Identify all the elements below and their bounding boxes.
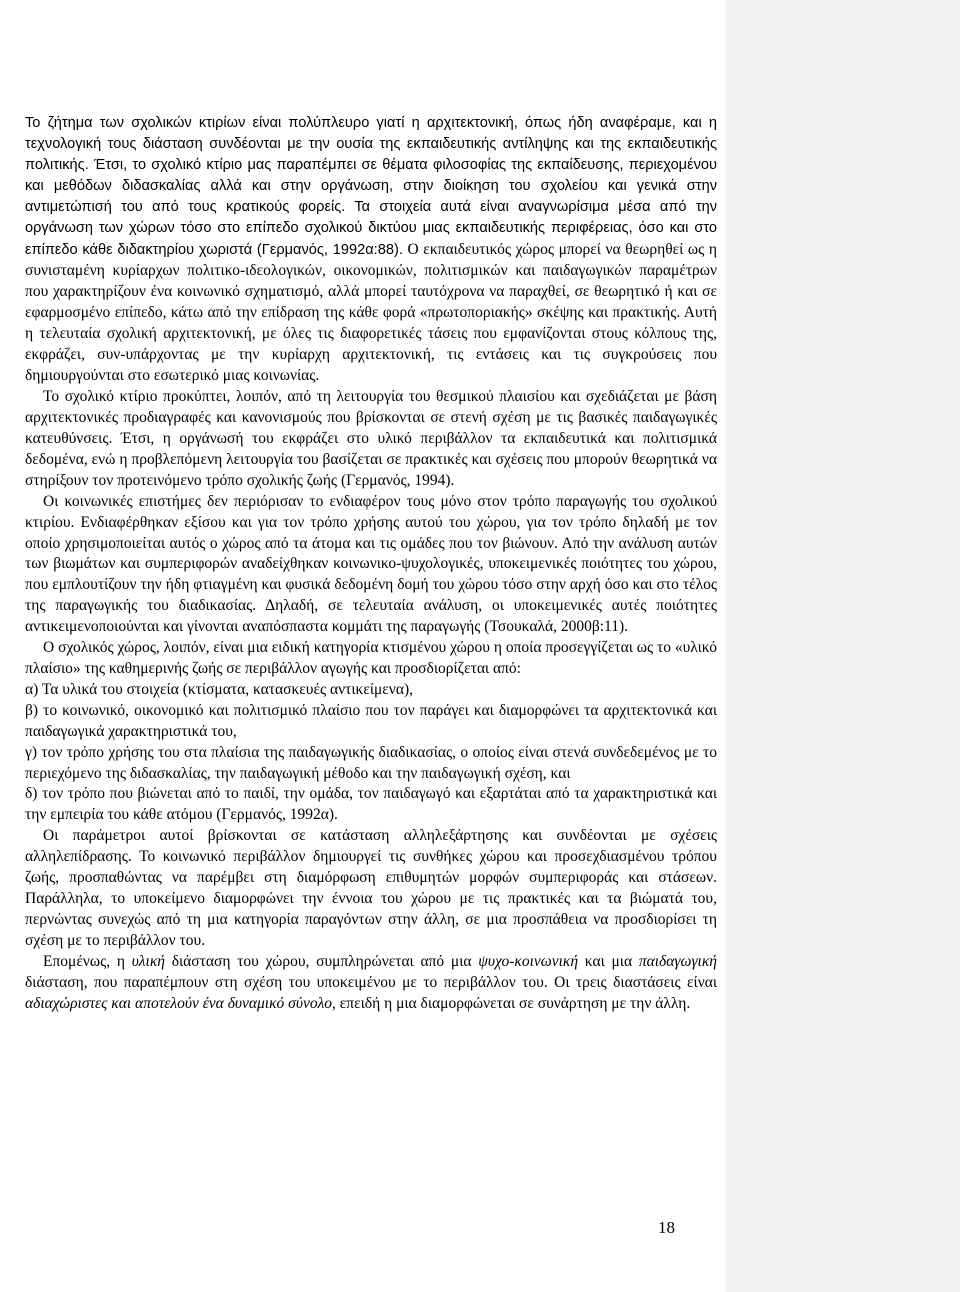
comment-margin	[725, 0, 960, 1292]
p6-italic-h: αδιαχώριστες και αποτελούν ένα δυναμικό σύνολο,	[25, 994, 336, 1012]
intro-serif-text: Ο εκπαιδευτικός χώρος μπορεί να θεωρηθεί ως η συνισταμένη κυρίαρχων πολιτικο-ιδεολογικών, οικονομικών, πολιτισμικών και παιδαγωγικών παραμέτρων που χαρακτηρίζουν ένα κοινωνικό σχηματισμό, αλλά μπορεί ταυτόχρονα να παραχθεί, σε θεωρητικό ή και σε εφαρμοσμένο επίπεδο, κάτω από την επίδραση της κάθε φορά «πρωτοποριακής» σκέψης και πρακτικής. Αυτή η τελευταία σχολική αρχιτεκτονική, με όλες τις διαφορετικές τάσεις που εμφανίζονται στους κόλπους της, εκφράζει, συν-υπάρχοντας με την κυρίαρχη αρχιτεκτονική, τις εντάσεις και τις συγκρούσεις που δημιουργούνται στο εσωτερικό μιας κοινωνίας.	[25, 240, 717, 385]
page-number: 18	[658, 1218, 675, 1237]
p6-italic-b: υλική	[131, 952, 165, 970]
list-item-c: γ) τον τρόπο χρήσης του στα πλαίσια της παιδαγωγικής διαδικασίας, ο οποίος είναι στενά συνδεδεμένος με το περιεχόμενο της διδασκαλίας, την παιδαγωγική μέθοδο και την παιδαγωγική σχέση, και	[25, 743, 717, 782]
p6-text-e: και μια	[578, 952, 639, 970]
document-body	[25, 113, 717, 1014]
p6-italic-f: παιδαγωγική	[638, 952, 717, 970]
paragraph-2: Το σχολικό κτίριο προκύπτει, λοιπόν, από τη λειτουργία του θεσμικού πλαισίου και σχεδιάζεται με βάση αρχιτεκτονικές προδιαγραφές και κανονισμούς που βρίσκονται σε στενή σχέση με τις βασικές παιδαγωγικές κατευθύνσεις. Έτσι, η οργάνωσή του εκφράζει στο υλικό περιβάλλον τα εκπαιδευτικά και πολιτισμικά δεδομένα, ενώ η προβλεπόμενη λειτουργία του βασίζεται σε πρακτικές και σχέσεις που μπορούν θεωρητικά να στηρίξουν τον προτεινόμενο τρόπο σχολικής ζωής (Γερμανός, 1994).	[25, 388, 717, 489]
p6-text-i: επειδή η μια διαμορφώνεται σε συνάρτηση με την άλλη.	[335, 994, 691, 1012]
paragraph-4: Ο σχολικός χώρος, λοιπόν, είναι μια ειδική κατηγορία κτισμένου χώρου η οποία προσεγγίζεται ως το «υλικό πλαίσιο» της καθημερινής ζωής σε περιβάλλον αγωγής και προσδιορίζεται από:	[25, 639, 717, 677]
p6-text-g: διάσταση, που παραπέμπουν στη σχέση του υποκειμένου με το περιβάλλον του. Οι τρεις διαστάσεις είναι	[25, 973, 717, 991]
intro-sans-text: Το ζήτημα των σχολικών κτιρίων είναι πολύπλευρο γιατί η αρχιτεκτονική, όπως ήδη αναφέραμε, και η τεχνολογική τους διάσταση συνδέονται με την ουσία της εκπαιδευτικής αντίληψης και της εκπαιδευτικής πολιτικής. Έτσι, το σχολικό κτίριο μας παραπέμπει σε θέματα φιλοσοφίας της εκπαίδευσης, περιεχομένου και μεθόδων διδασκαλίας αλλά και στην οργάνωση, στην διοίκηση του σχολείου και γενικά στην αντιμετώπισή του από τους κρατικούς φορείς. Τα στοιχεία αυτά είναι αναγνωρίσιμα μέσα από την οργάνωση των χώρων τόσο στο επίπεδο σχολικού δικτύου μιας εκπαιδευτικής περιφέρειας, όσο και στο επίπεδο κάθε διδακτηρίου χωριστά (Γερμανός, 1992α:88).	[25, 115, 717, 258]
p6-text-a: Επομένως, η	[43, 952, 132, 970]
paragraph-6	[25, 952, 717, 1015]
list-item-a: α) Τα υλικά του στοιχεία (κτίσματα, κατασκευές αντικείμενα),	[25, 680, 413, 698]
list-item-d: δ) τον τρόπο που βιώνεται από το παιδί, την ομάδα, τον παιδαγωγό και εξαρτάται από τα χαρακτηριστικά και την εμπειρία του κάθε ατόμου (Γερμανός, 1992α).	[25, 785, 717, 824]
p6-italic-d: ψυχο-κοινωνική	[478, 952, 579, 970]
paragraph-5: Οι παράμετροι αυτοί βρίσκονται σε κατάσταση αλληλεξάρτησης και συνδέονται με σχέσεις αλληλεπίδρασης. Το κοινωνικό περιβάλλον δημιουργεί τις συνθήκες χώρου και προσεχδιασμένου τρόπου ζωής, προσπαθώντας να παρέμβει στη διαμόρφωση επιθυμητών μορφών συμπεριφοράς και στάσεων. Παράλληλα, το υποκείμενο διαμορφώνει την έννοια του χώρου με τις πρακτικές και τα βιώματά του, περνώντας συνεχώς από τη μια κατηγορία παραγόντων στην άλλη, σε μια προσπάθεια να προσδιορίσει τη σχέση με το περιβάλλον του.	[25, 827, 717, 949]
p6-text-c: διάσταση του χώρου, συμπληρώνεται από μια	[164, 952, 479, 970]
list-item-b: β) το κοινωνικό, οικονομικό και πολιτισμικό πλαίσιο που τον παράγει και διαμορφώνει τα αρχιτεκτονικά και παιδαγωγικά χαρακτηριστικά του,	[25, 701, 717, 740]
paragraph-3: Οι κοινωνικές επιστήμες δεν περιόρισαν το ενδιαφέρον τους μόνο στον τρόπο παραγωγής του σχολικού κτιρίου. Ενδιαφέρθηκαν εξίσου και για τον τρόπο χρήσης αυτού του χώρου, για τον τρόπο δηλαδή με τον οποίο χρησιμοποιείται αυτός ο χώρος από τα άτομα και τις ομάδες που τον βιώνουν. Από την ανάλυση αυτών των βιωμάτων και συμπεριφορών αναδείχθηκαν κοινωνικο-ψυχολογικές, υποκειμενικές ποιότητες του χώρου, που εμπλουτίζουν την ήδη φτιαγμένη και φυσικά δεδομένη δομή του χώρου τόσο στην αρχή όσο και στο τέλος της παραγωγικής του διαδικασίας. Δηλαδή, σε τελευταία ανάλυση, οι υποκειμενικές αυτές ποιότητες αντικειμενοποιούνται και γίνονται αναπόσπαστα κομμάτι της παραγωγής (Τσουκαλά, 2000β:11).	[25, 492, 717, 636]
paragraph-intro	[25, 113, 717, 387]
